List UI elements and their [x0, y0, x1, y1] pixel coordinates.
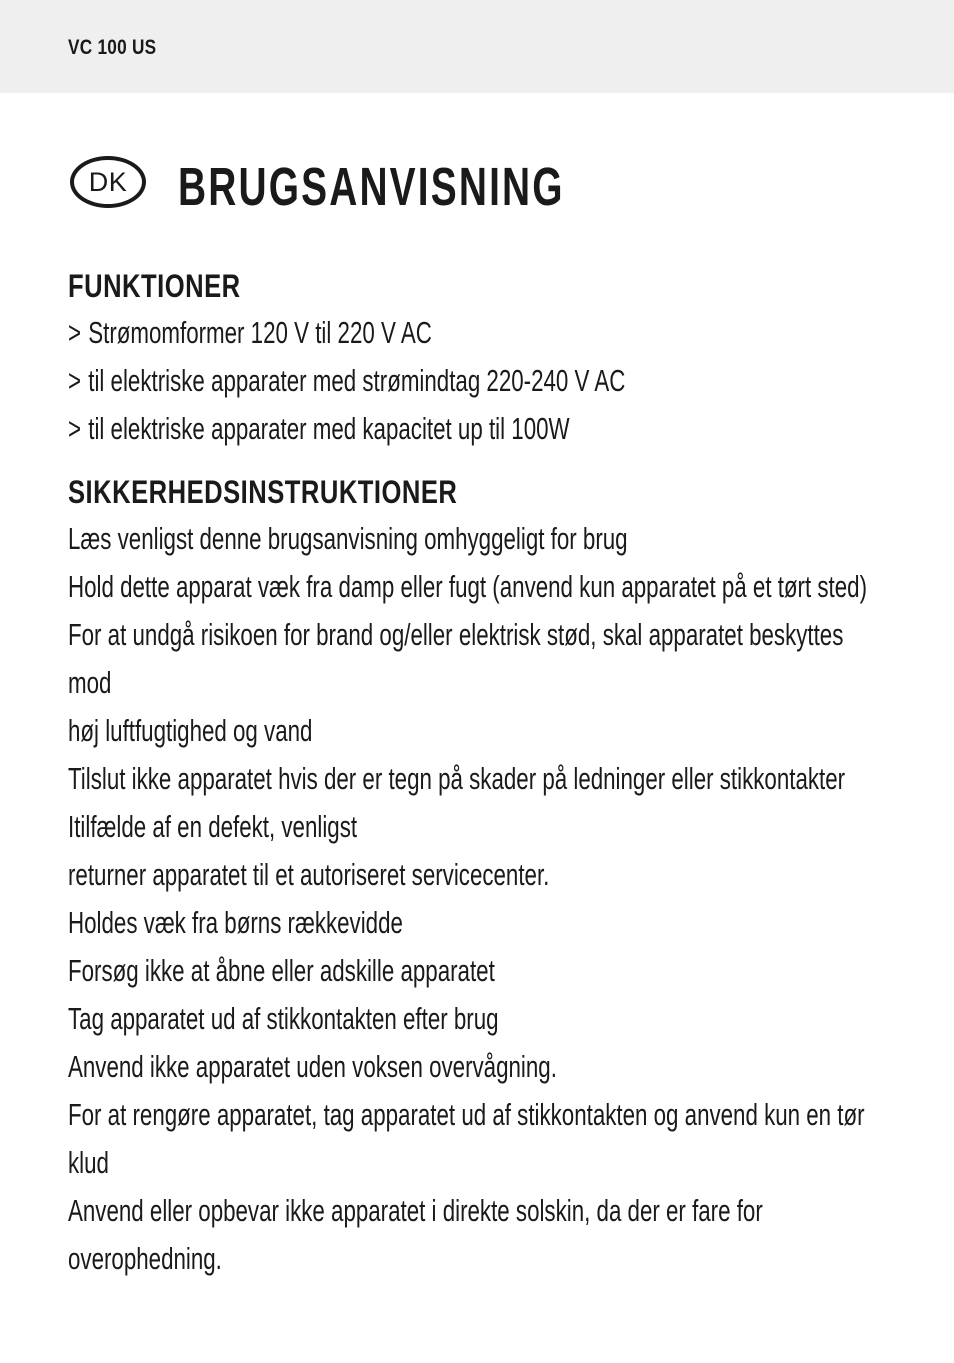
safety-line: For at undgå risikoen for brand og/eller elektrisk stød, skal apparatet beskyttes — [68, 617, 844, 652]
safety-line: mod — [68, 665, 112, 700]
safety-line: høj luftfugtighed og vand — [68, 713, 313, 748]
safety-line: For at rengøre apparatet, tag apparatet ud af stikkontakten og anvend kun en tør — [68, 1097, 865, 1132]
feature-item — [68, 313, 432, 353]
safety-line: Anvend eller opbevar ikke apparatet i direkte solskin, da der er fare for — [68, 1193, 763, 1228]
safety-line: Forsøg ikke at åbne eller adskille apparatet — [68, 953, 495, 988]
language-badge-label: DK — [88, 166, 128, 197]
safety-line: klud — [68, 1145, 109, 1180]
safety-line: Itilfælde af en defekt, venligst — [68, 809, 358, 844]
safety-line: Hold dette apparat væk fra damp eller fugt (anvend kun apparatet på et tørt sted) — [68, 569, 868, 604]
safety-line: Holdes væk fra børns rækkevidde — [68, 905, 403, 940]
features-heading: FUNKTIONER — [68, 268, 241, 304]
bullet-arrow-icon: > — [68, 411, 82, 446]
safety-line: Anvend ikke apparatet uden voksen overvågning. — [68, 1049, 557, 1084]
safety-line: Læs venligst denne brugsanvisning omhyggeligt for brug — [68, 521, 628, 556]
safety-line: Tag apparatet ud af stikkontakten efter brug — [68, 1001, 499, 1036]
feature-item — [68, 361, 625, 401]
safety-line: overophedning. — [68, 1241, 222, 1276]
feature-item-text: til elektriske apparater med strømindtag 220-240 V AC — [88, 363, 626, 398]
safety-line: returner apparatet til et autoriseret servicecenter. — [68, 857, 550, 892]
feature-item-text: Strømomformer 120 V til 220 V AC — [88, 315, 432, 350]
model-number: VC 100 US — [68, 36, 157, 59]
safety-line: Tilslut ikke apparatet hvis der er tegn på skader på ledninger eller stikkontakter — [68, 761, 846, 796]
safety-heading: SIKKERHEDSINSTRUKTIONER — [68, 474, 458, 510]
feature-item — [68, 409, 570, 449]
feature-item-text: til elektriske apparater med kapacitet up til 100W — [88, 411, 570, 446]
language-badge — [70, 156, 146, 208]
page-title: BRUGSANVISNING — [178, 157, 565, 217]
bullet-arrow-icon: > — [68, 315, 82, 350]
bullet-arrow-icon: > — [68, 363, 82, 398]
